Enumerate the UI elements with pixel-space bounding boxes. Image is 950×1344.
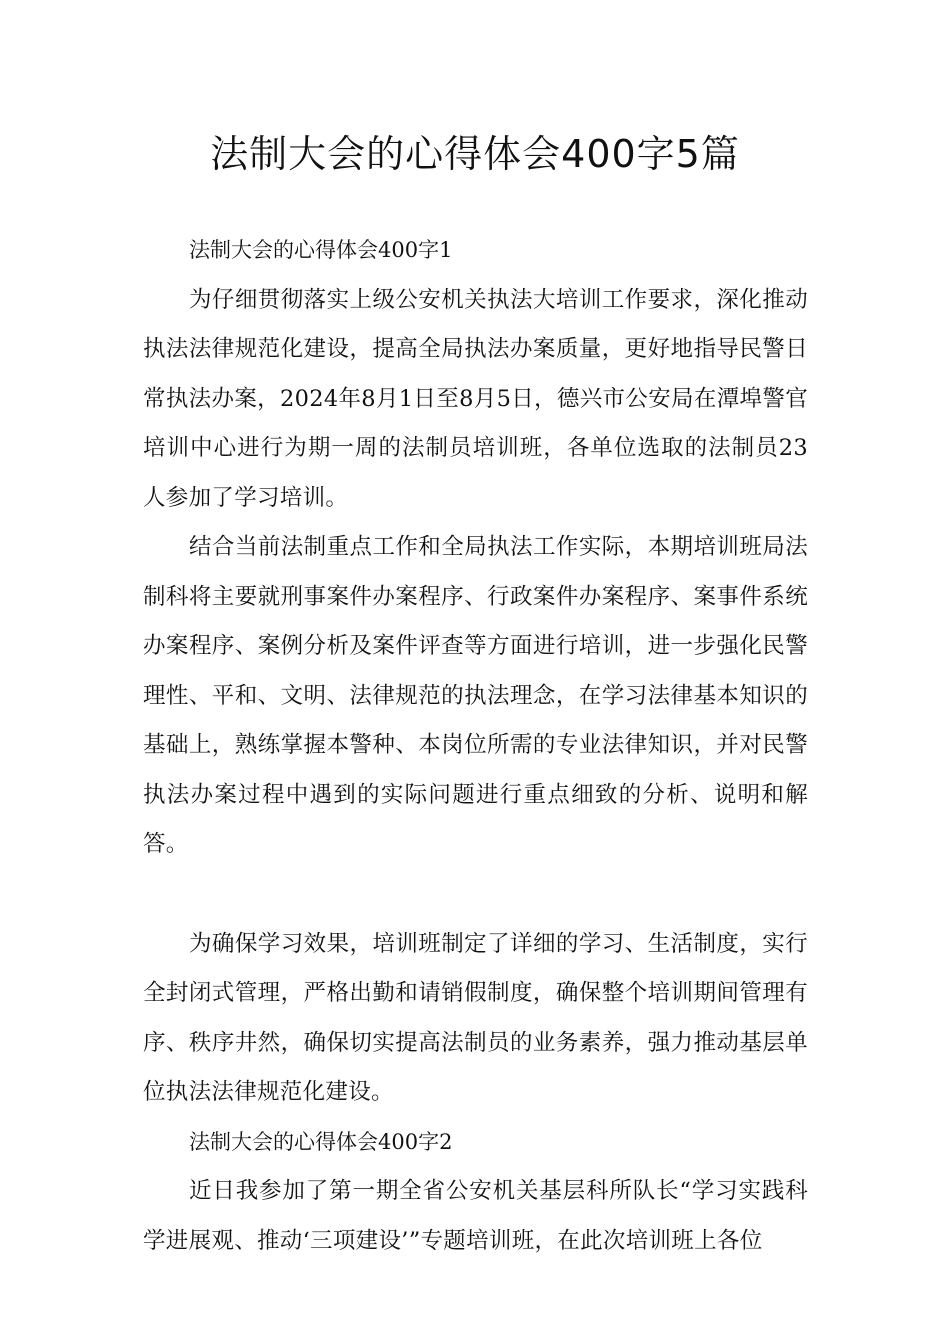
paragraph: 近日我参加了第一期全省公安机关基层科所队长“学习实践科学进展观、推动‘三项建设’”专题培训班，在此次培训班上各位 <box>143 1178 808 1254</box>
paragraph: 结合当前法制重点工作和全局执法工作实际，本期培训班局法制科将主要就刑事案件办案程序、行政案件办案程序、案事件系统办案程序、案例分析及案件评查等方面进行培训，进一步强化民警理性、平和、文明、法律规范的执法理念，在学习法律基本知识的基础上，熟练掌握本警种、本岗位所需的专业法律知识，并对民警执法办案过程中遇到的实际问题进行重点细致的分析、说明和解答。 <box>143 534 808 857</box>
paragraph-spacer <box>143 870 808 920</box>
section-heading-1: 法制大会的心得体会400字1 <box>189 238 453 262</box>
paragraph: 为确保学习效果，培训班制定了详细的学习、生活制度，实行全封闭式管理，严格出勤和请销假制度，确保整个培训期间管理有序、秩序井然，确保切实提高法制员的业务素养，强力推动基层单位执法法律规范化建设。 <box>143 930 808 1105</box>
document-title: 法制大会的心得体会400字5篇 <box>210 132 740 176</box>
section-heading-2: 法制大会的心得体会400字2 <box>189 1129 453 1154</box>
document-body <box>143 226 808 1266</box>
paragraph: 为仔细贯彻落实上级公安机关执法大培训工作要求，深化推动执法法律规范化建设，提高全局执法办案质量，更好地指导民警日常执法办案，2024年8月1日至8月5日，德兴市公安局在潭埠警官培训中心进行为期一周的法制员培训班，各单位选取的法制员23人参加了学习培训。 <box>143 286 808 511</box>
